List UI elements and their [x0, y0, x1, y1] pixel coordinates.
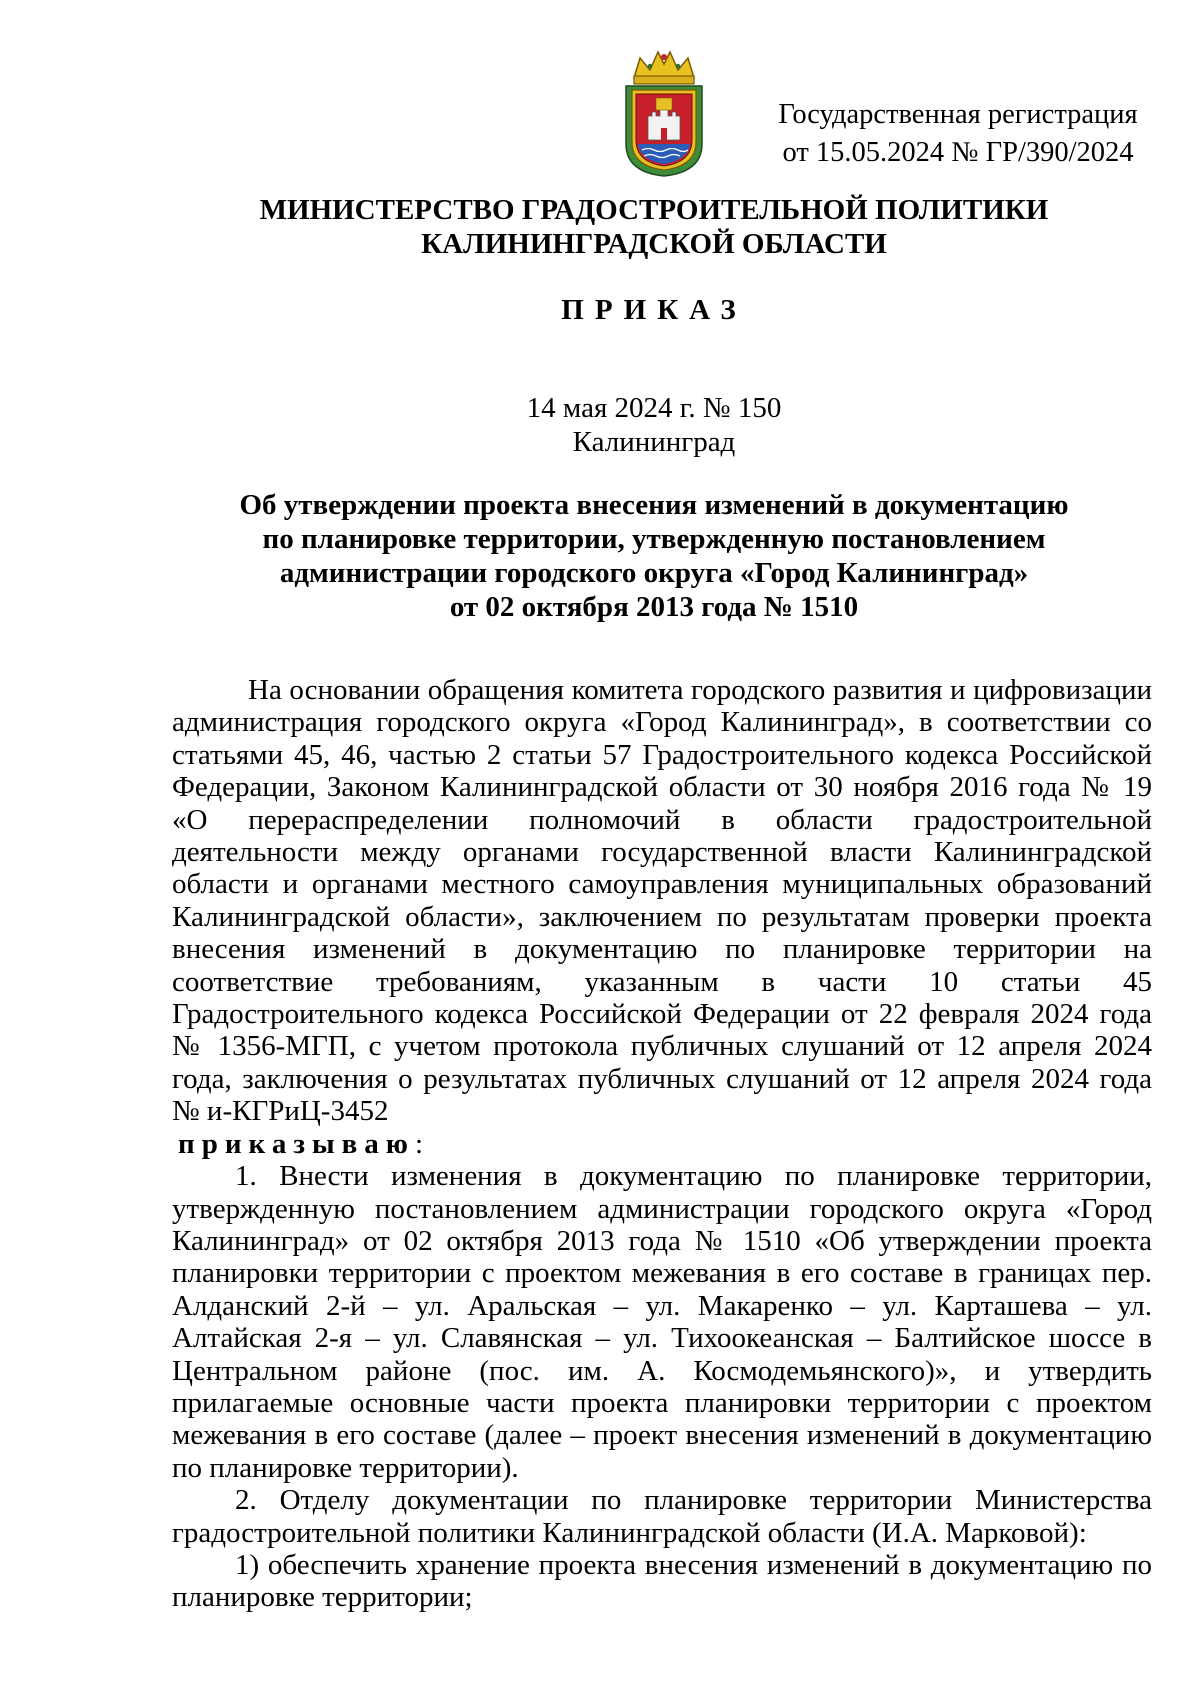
order-verb	[178, 1128, 1152, 1160]
state-registration-block	[768, 96, 1148, 172]
order-date-number: 14 мая 2024 г. № 150	[526, 392, 782, 424]
order-verb-word: приказываю	[178, 1127, 415, 1160]
order-date-place	[160, 391, 1148, 459]
order-verb-colon: :	[414, 1127, 423, 1160]
preamble-paragraph: На основании обращения комитета городского развития и цифровизации администрация городского округа «Город Калининград», в соответствии со статьями 45, 46, частью 2 статьи 57 Градостроительного кодекса Российской Федерации, Законом Калининградской области от 30 ноября 2016 года № 19 «О перераспределении полномочий в области градостроительной деятельности между органами государственной власти Калининградской области и органами местного самоуправления муниципальных образований Калининградской области», заключением по результатам проверки проекта внесения изменений в документацию по планировке территории на соответствие требованиям, указанным в части 10 статьи 45 Градостроительного кодекса Российской Федерации от 22 февраля 2024 года № 1356-МГП, с учетом протокола публичных слушаний от 12 апреля 2024 года, заключения о результатах публичных слушаний от 12 апреля 2024 года № и-КГРиЦ-3452	[172, 674, 1152, 1128]
item-2-1-paragraph: 1) обеспечить хранение проекта внесения изменений в документацию по планировке территории;	[172, 1548, 1152, 1614]
registration-label: Государственная регистрация	[778, 99, 1138, 130]
item-1-paragraph: 1. Внести изменения в документацию по планировке территории, утвержденную постановлением администрации городского округа «Город Калининград» от 02 октября 2013 года № 1510 «Об утверждении проекта планировки территории с проектом межевания в его составе в границах пер. Алданский 2-й – ул. Аральская – ул. Макаренко – ул. Карташева – ул. Алтайская 2-я – ул. Славянская – ул. Тихоокеанская – Балтийское шоссе в Центральном районе (пос. им. А. Космодемьянского)», и утвердить прилагаемые основные части проекта планировки территории с проектом межевания в его составе (далее – проект внесения изменений в документацию по планировке территории).	[172, 1160, 1152, 1484]
subject-line1: Об утверждении проекта внесения изменений в документацию	[239, 489, 1069, 521]
ministry-name-line1: МИНИСТЕРСТВО ГРАДОСТРОИТЕЛЬНОЙ ПОЛИТИКИ	[259, 194, 1049, 226]
ministry-name	[160, 193, 1148, 261]
coat-of-arms-emblem	[620, 48, 708, 178]
ministry-name-line2: КАЛИНИНГРАДСКОЙ ОБЛАСТИ	[421, 228, 887, 260]
item-2-paragraph: 2. Отделу документации по планировке территории Министерства градостроительной политики Калининградской области (И.А. Марковой):	[172, 1484, 1152, 1549]
subject-line3: администрации городского округа «Город Калининград»	[279, 557, 1029, 589]
order-subject	[160, 488, 1148, 624]
subject-line2: по планировке территории, утвержденную постановлением	[262, 523, 1046, 555]
order-title: ПРИКАЗ	[561, 294, 747, 326]
registration-number: от 15.05.2024 № ГР/390/2024	[782, 137, 1134, 168]
order-body	[172, 674, 1152, 1614]
order-city: Калининград	[572, 426, 736, 458]
subject-line4: от 02 октября 2013 года № 1510	[449, 591, 859, 623]
